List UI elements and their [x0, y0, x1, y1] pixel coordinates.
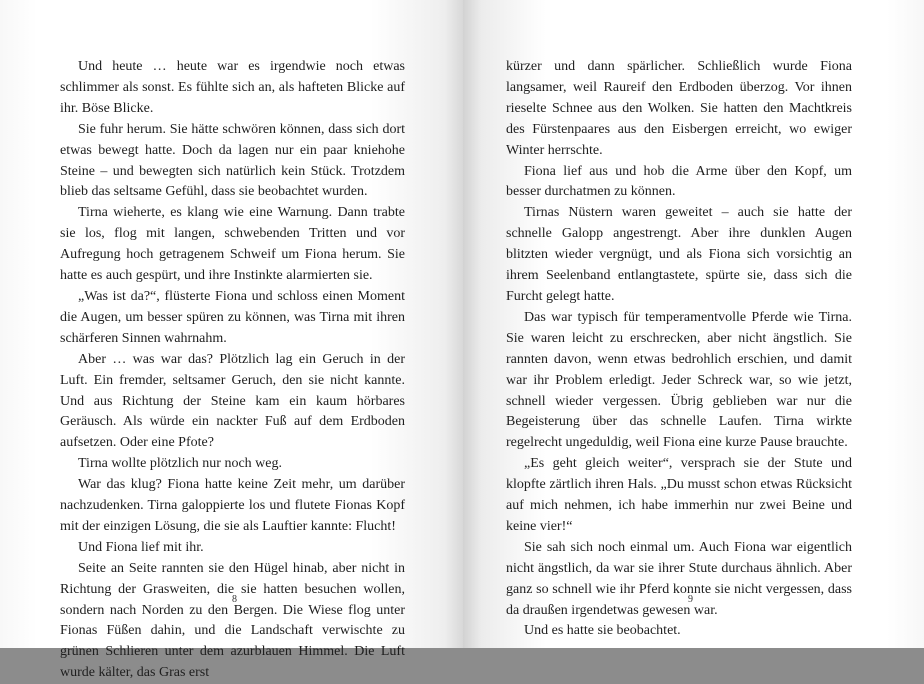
paragraph: „Was ist da?“, flüsterte Fiona und schloss einen Moment die Augen, um besser spüren zu können, was Tirna mit ihren schärferen Sinnen wahrnahm. — [60, 288, 405, 346]
page-number: 8 — [232, 594, 237, 605]
paragraph: „Es geht gleich weiter“, versprach sie der Stute und klopfte zärtlich ihren Hals. „Du musst schon etwas Rücksicht auf mich nehmen, ich habe immerhin nur zwei Beine und keine vier!“ — [506, 456, 852, 534]
paragraph: Sie sah sich noch einmal um. Auch Fiona war eigentlich nicht ängstlich, da war sie ihrer Stute durchaus ähnlich. Aber ganz so schnell wie ihr Pferd konnte sie nicht vergessen, dass da draußen irgendetwas gewesen war. — [506, 539, 852, 618]
paragraph: Und heute … heute war es irgendwie noch etwas schlimmer als sonst. Es fühlte sich an, als hafteten Blicke auf ihr. Böse Blicke. — [60, 59, 405, 116]
paragraph: Seite an Seite rannten sie den Hügel hinab, aber nicht in Richtung der Grasweiten, die sie hatten besuchen wollen, sondern nach Norden zu den Bergen. Die Wiese flog unter Fionas Füßen dahin, und die Landschaft verwischte zu grünen Schlieren unter dem azurblauen Himmel. Die Luft wurde kälter, das Gras erst — [60, 560, 405, 681]
paragraph: Und es hatte sie beobachtet. — [524, 623, 681, 639]
paragraph: Fiona lief aus und hob die Arme über den Kopf, um besser durchatmen zu können. — [506, 163, 852, 200]
right-page — [463, 0, 924, 648]
right-page-body — [506, 57, 852, 642]
paragraph: Tirnas Nüstern waren geweitet – auch sie hatte der schnelle Galopp angestrengt. Aber ihre dunklen Augen blitzten wieder vergnügt, und als Fiona sich vorsichtig an ihrem Seelenband entlangtastete, spürte sie, dass sich die Furcht gelegt hatte. — [506, 205, 852, 304]
paragraph: Tirna wieherte, es klang wie eine Warnung. Dann trabte sie los, flog mit langen, schwebenden Tritten und vor Aufregung hoch getragenem Schweif um Fiona herum. Sie hatte es auch gespürt, und ihre Instinkte alarmierten sie. — [60, 205, 405, 284]
left-page — [0, 0, 463, 681]
paragraph: Das war typisch für temperamentvolle Pferde wie Tirna. Sie waren leicht zu erschrecken, aber nicht ängstlich. Sie rannten davon, wenn etwas bedrohlich erschien, und damit war ihr Problem erledigt. Jeder Schreck war, so wie jetzt, schnell wieder vergessen. Übrig geblieben war nur die Begeisterung über das schnelle Laufen. Tirna wirkte regelrecht ungeduldig, weil Fiona eine kurze Pause brauchte. — [506, 309, 852, 451]
paragraph: Sie fuhr herum. Sie hätte schwören können, dass sich dort etwas bewegt hatte. Doch da lagen nur ein paar kniehohe Steine – und bewegten sich natürlich kein Stück. Trotzdem blieb das seltsame Gefühl, dass sie beobachtet wurden. — [60, 121, 405, 200]
paragraph: War das klug? Fiona hatte keine Zeit mehr, um darüber nachzudenken. Tirna galoppierte los und flutete Fionas Kopf mit der einzigen Lösung, die sie als Lauftier kannte: Flucht! — [60, 477, 405, 534]
paragraph: Tirna wollte plötzlich nur noch weg. — [78, 456, 283, 472]
paragraph: kürzer und dann spärlicher. Schließlich wurde Fiona langsamer, weil Raureif den Erdboden überzog. Vor ihnen rieselte Schnee aus den Wolken. Sie hatten den Machtkreis des Fürstenpaares aus den Eisbergen erreicht, wo ewiger Winter herrschte. — [506, 59, 852, 158]
left-page-body — [60, 57, 405, 684]
paragraph: Aber … was war das? Plötzlich lag ein Geruch in der Luft. Ein fremder, seltsamer Geruch, den sie nicht kannte. Und aus Richtung der Steine kam ein kaum hörbares Geräusch. Als würde ein nackter Fuß auf dem Erdboden aufsetzen. Oder eine Pfote? — [60, 351, 405, 451]
page-number: 9 — [688, 594, 693, 605]
paragraph: Und Fiona lief mit ihr. — [78, 539, 204, 555]
